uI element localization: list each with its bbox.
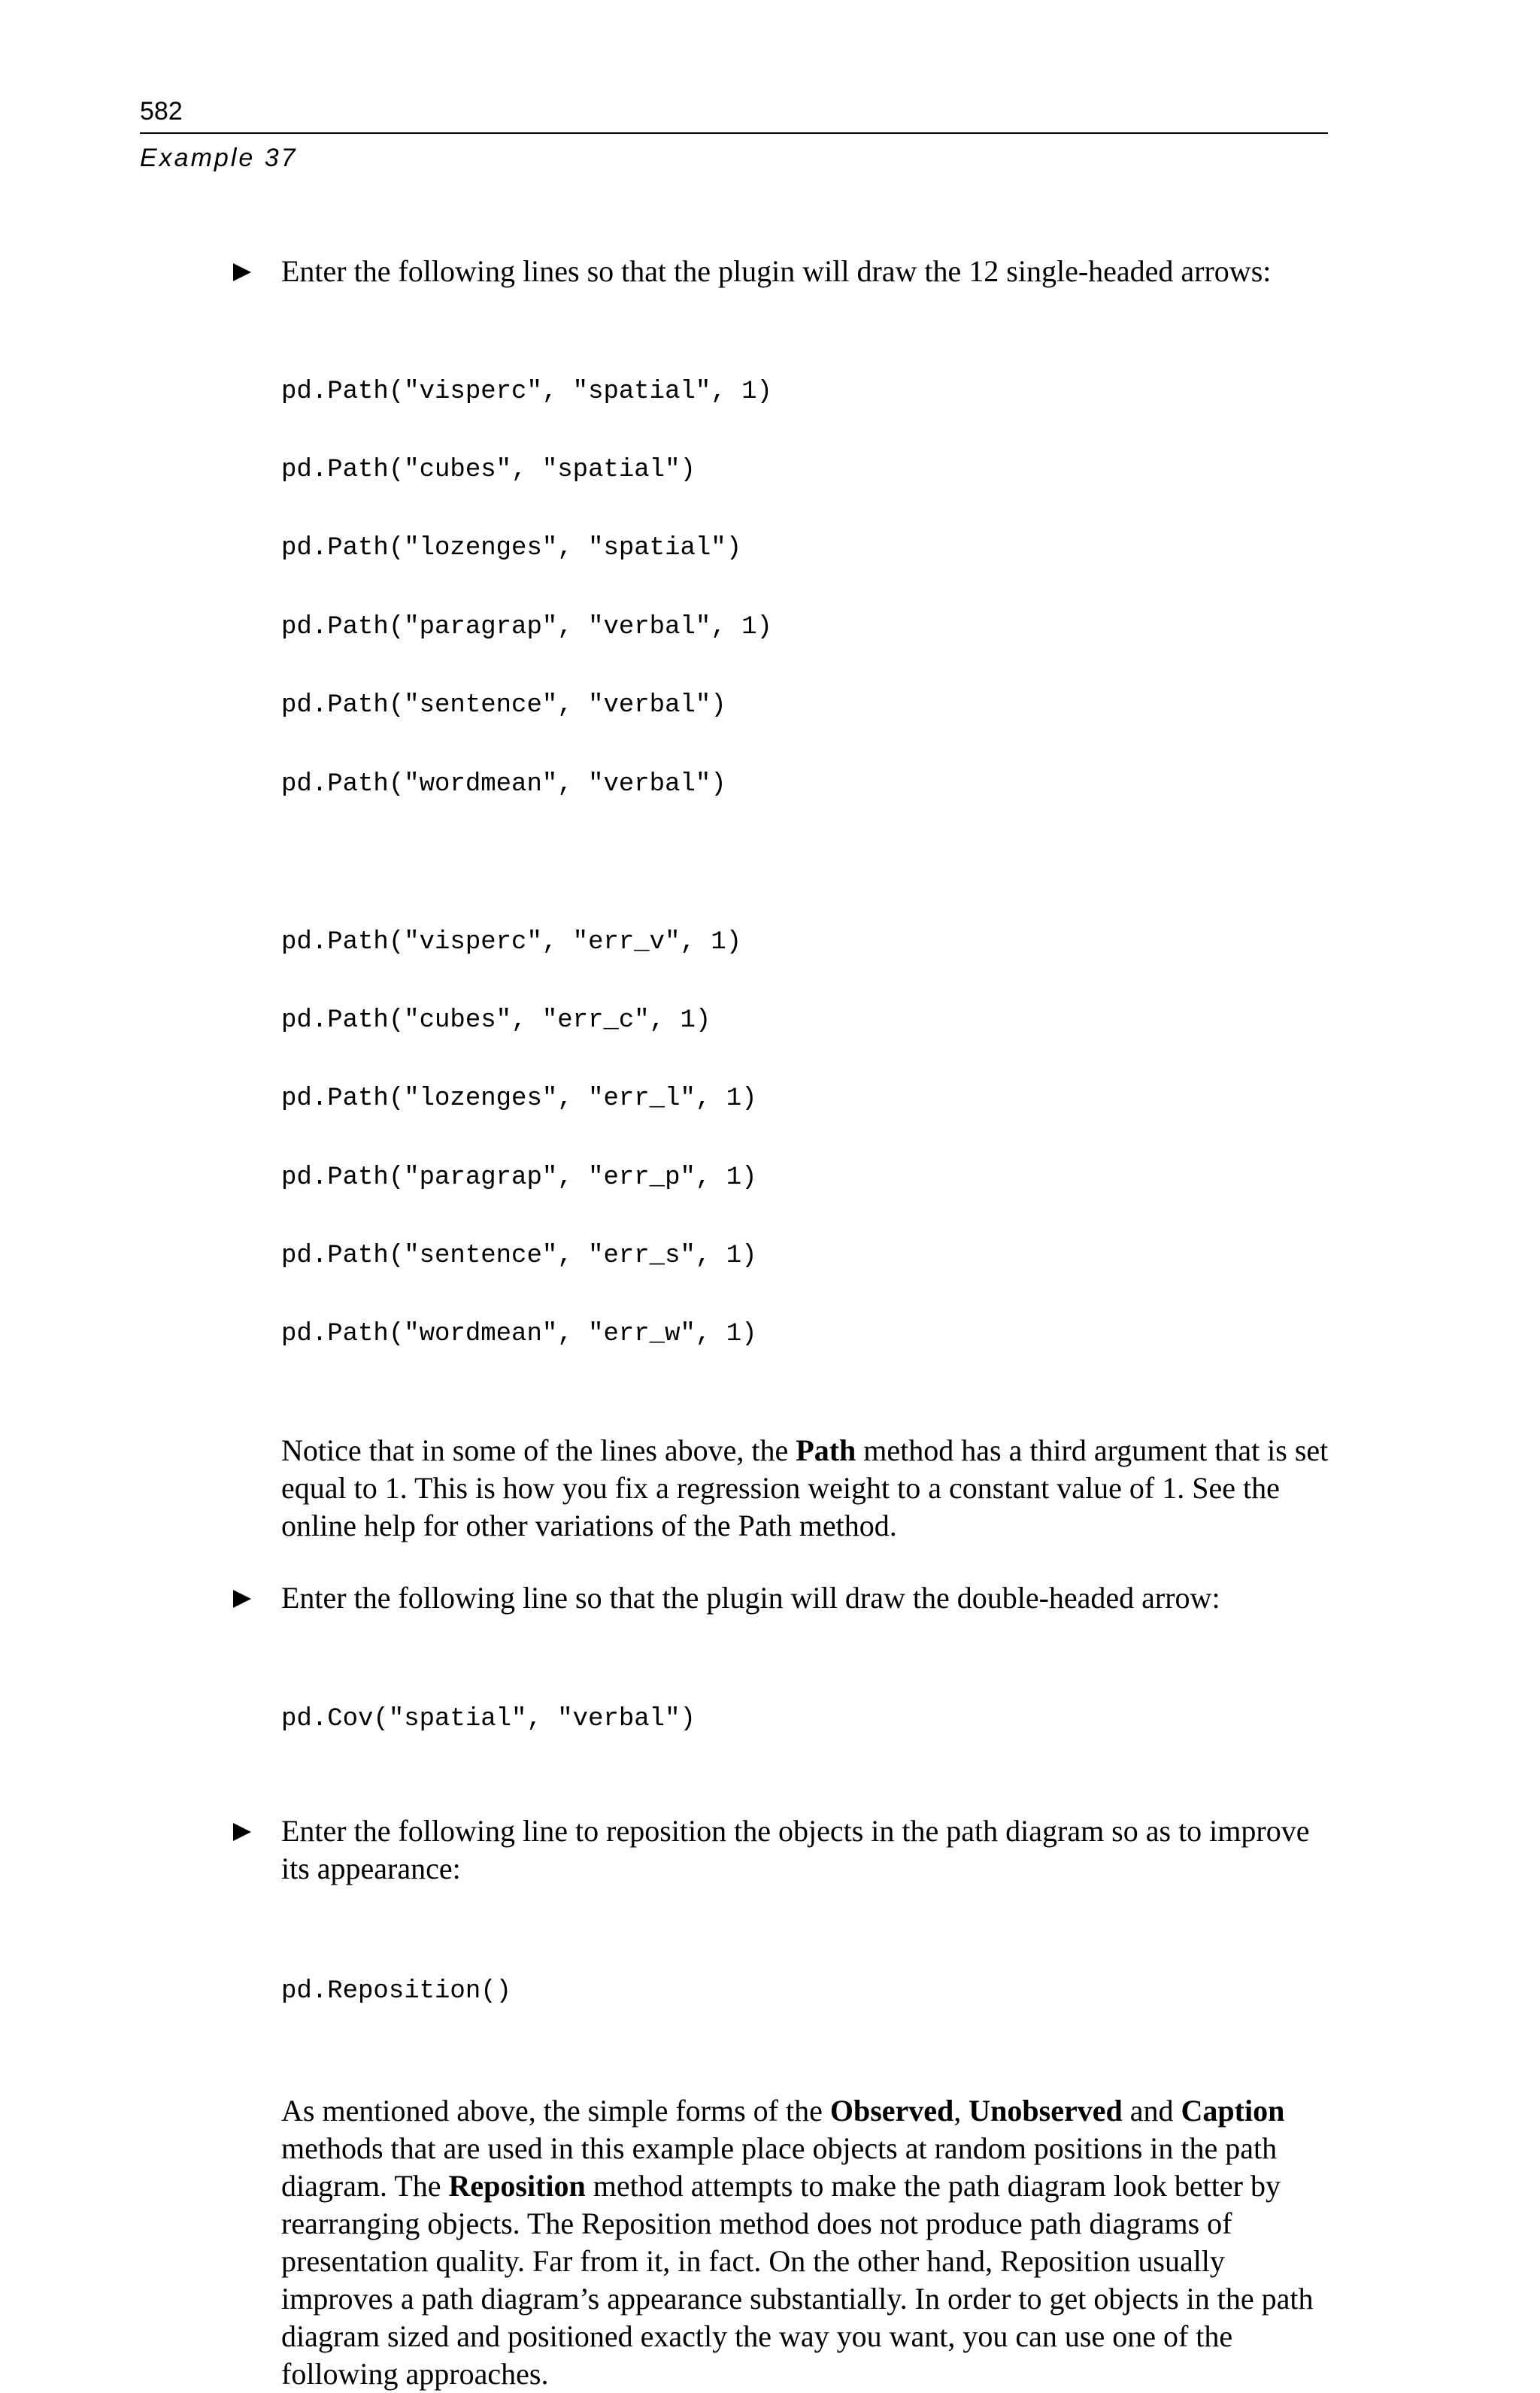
code-line: pd.Path("paragrap", "err_p", 1)	[281, 1163, 757, 1192]
code-block-cov	[281, 1654, 1334, 1785]
text-run: Notice that in some of the lines above, the	[281, 1433, 796, 1467]
code-line: pd.Path("paragrap", "verbal", 1)	[281, 612, 772, 641]
bold-term-path: Path	[796, 1433, 856, 1467]
bullet-triangle-icon	[233, 1823, 251, 1841]
text-run: As mentioned above, the simple forms of the	[281, 2093, 830, 2128]
header-rule	[140, 132, 1328, 134]
bullet-item-double-headed-arrow	[281, 1579, 1334, 1617]
bullet-triangle-icon	[233, 1590, 251, 1608]
bullet-text: Enter the following line to reposition the objects in the path diagram so as to improve its appearance:	[281, 1813, 1310, 1885]
text-run: method has a third argument that is set equal to 1. This is how you fix a regression weight to a constant value of 1. See the online help for other variations of the Path method.	[281, 1433, 1329, 1542]
bold-term-caption: Caption	[1181, 2093, 1285, 2128]
paragraph-path-method-note	[281, 1432, 1334, 1545]
code-line: pd.Path("cubes", "err_c", 1)	[281, 1005, 711, 1035]
code-line: pd.Path("sentence", "verbal")	[281, 691, 726, 720]
page-number: 582	[140, 97, 183, 126]
code-line: pd.Path("lozenges", "err_l", 1)	[281, 1084, 757, 1114]
bullet-text: Enter the following lines so that the plugin will draw the 12 single-headed arrows:	[281, 254, 1272, 288]
running-head: Example 37	[140, 144, 298, 172]
code-line: pd.Path("lozenges", "spatial")	[281, 534, 742, 563]
paragraph-reposition-explanation	[281, 2092, 1334, 2393]
bullet-triangle-icon	[233, 263, 251, 281]
page-content	[281, 253, 1334, 2393]
text-run: methods that are used in this example place objects at random positions in the path diagram. The	[281, 2131, 1278, 2203]
bullet-item-single-headed-arrows	[281, 253, 1334, 290]
bold-term-unobserved: Unobserved	[969, 2093, 1123, 2128]
bullet-item-reposition	[281, 1812, 1334, 1888]
code-line: pd.Path("visperc", "err_v", 1)	[281, 927, 742, 957]
code-line: pd.Path("wordmean", "verbal")	[281, 769, 726, 799]
code-block-path-errors	[281, 877, 1334, 1400]
code-line: pd.Path("visperc", "spatial", 1)	[281, 377, 772, 406]
bold-term-reposition: Reposition	[448, 2168, 586, 2203]
bold-term-observed: Observed	[829, 2093, 954, 2128]
code-block-reposition	[281, 1927, 1334, 2058]
code-line: pd.Path("wordmean", "err_w", 1)	[281, 1320, 757, 1349]
code-line: pd.Reposition()	[281, 1977, 512, 2006]
bullet-text: Enter the following line so that the plugin will draw the double-headed arrow:	[281, 1580, 1220, 1615]
code-line: pd.Path("cubes", "spatial")	[281, 455, 696, 484]
code-block-path-latent	[281, 326, 1334, 850]
code-line: pd.Path("sentence", "err_s", 1)	[281, 1242, 757, 1271]
code-line: pd.Cov("spatial", "verbal")	[281, 1705, 696, 1734]
text-run: method attempts to make the path diagram look better by rearranging objects. The Reposition method does not produce path diagrams of presentation quality. Far from it, in fact. On the other hand, Reposition usually improves a path diagram’s appearance substantially. In order to get objects in the path diagram sized and positioned exactly the way you want, you can use one of the following approaches.	[281, 2168, 1314, 2391]
text-run: ,	[953, 2093, 969, 2128]
text-run: and	[1122, 2093, 1181, 2128]
